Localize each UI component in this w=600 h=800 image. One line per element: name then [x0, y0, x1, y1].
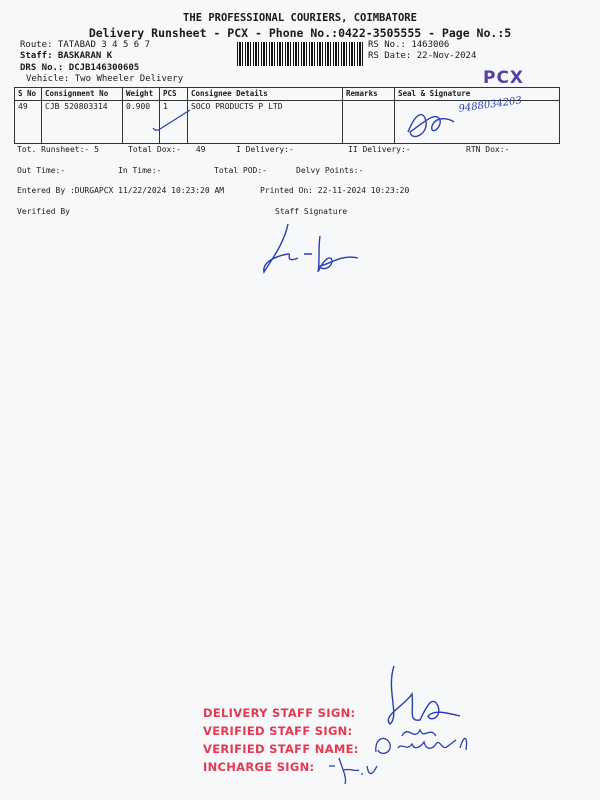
route: Route: TATABAD 3 4 5 6 7	[20, 40, 151, 50]
drs-value: DCJB146300605	[68, 63, 140, 73]
i-delivery: I Delivery:-	[236, 145, 294, 154]
staff-signature-label: Staff Signature	[275, 207, 348, 216]
col-weight: Weight	[123, 88, 160, 101]
runsheet-subtitle: Delivery Runsheet - PCX - Phone No.:0422-3505555 - Page No.:5	[88, 26, 512, 40]
rs-number: RS No.: 1463006	[368, 40, 450, 50]
entered-by: Entered By :DURGAPCX 11/22/2024 10:23:20 AM	[17, 186, 225, 195]
cell-weight: 0.900	[123, 101, 160, 144]
drs-label: DRS No.:	[20, 63, 64, 73]
cell-consignee: SOCO PRODUCTS P LTD	[188, 101, 343, 144]
stamp-delivery-staff-sign: DELIVERY STAFF SIGN:	[203, 706, 356, 720]
col-sno: S No	[15, 88, 42, 101]
total-dox	[128, 145, 205, 154]
stamp-verified-staff-sign: VERIFIED STAFF SIGN:	[203, 724, 353, 738]
total-dox-label: Total Dox:-	[128, 145, 181, 154]
cell-remarks	[343, 101, 395, 144]
in-time: In Time:-	[118, 166, 162, 175]
staff-signature-scribble	[258, 218, 368, 278]
total-pod: Total POD:-	[214, 166, 267, 175]
company-title: THE PROFESSIONAL COURIERS, COIMBATORE	[183, 12, 417, 24]
delivery-staff-signature	[360, 660, 470, 730]
verified-by: Verified By	[17, 207, 70, 216]
out-time: Out Time:-	[17, 166, 66, 175]
printed-on: Printed On: 22-11-2024 10:23:20	[260, 186, 410, 195]
handwritten-phone: 9488034203	[458, 95, 523, 115]
delvy-points: Delvy Points:-	[296, 166, 364, 175]
runsheet-table	[14, 87, 560, 144]
cell-sno: 49	[15, 101, 42, 144]
col-seal-signature: Seal & Signature	[395, 88, 560, 101]
col-remarks: Remarks	[343, 88, 395, 101]
rtn-dox: RTN Dox:-	[466, 145, 510, 154]
table-header-row	[15, 88, 560, 101]
incharge-signature	[325, 752, 385, 786]
col-consignment: Consignment No	[42, 88, 123, 101]
drs-number	[20, 63, 139, 73]
ii-delivery: II Delivery:-	[348, 145, 411, 154]
tot-runsheet: Tot. Runsheet:- 5	[17, 145, 99, 154]
stamp-verified-staff-name: VERIFIED STAFF NAME:	[203, 742, 359, 756]
cell-consignment: CJB 520803314	[42, 101, 123, 144]
rs-date: RS Date: 22-Nov-2024	[368, 51, 477, 61]
col-consignee: Consignee Details	[188, 88, 343, 101]
verified-staff-name-handwriting	[370, 728, 480, 762]
cell-pcs: 1	[160, 101, 188, 144]
barcode	[237, 42, 363, 66]
stamp-incharge-sign: INCHARGE SIGN:	[203, 760, 315, 774]
vehicle: Vehicle: Two Wheeler Delivery	[26, 74, 184, 84]
pcx-stamp: PCX	[483, 68, 525, 88]
staff: Staff: BASKARAN K	[20, 51, 113, 61]
seal-signature-scribble	[402, 102, 462, 146]
tick-mark	[150, 108, 194, 134]
total-dox-value: 49	[195, 145, 206, 154]
col-pcs: PCS	[160, 88, 188, 101]
